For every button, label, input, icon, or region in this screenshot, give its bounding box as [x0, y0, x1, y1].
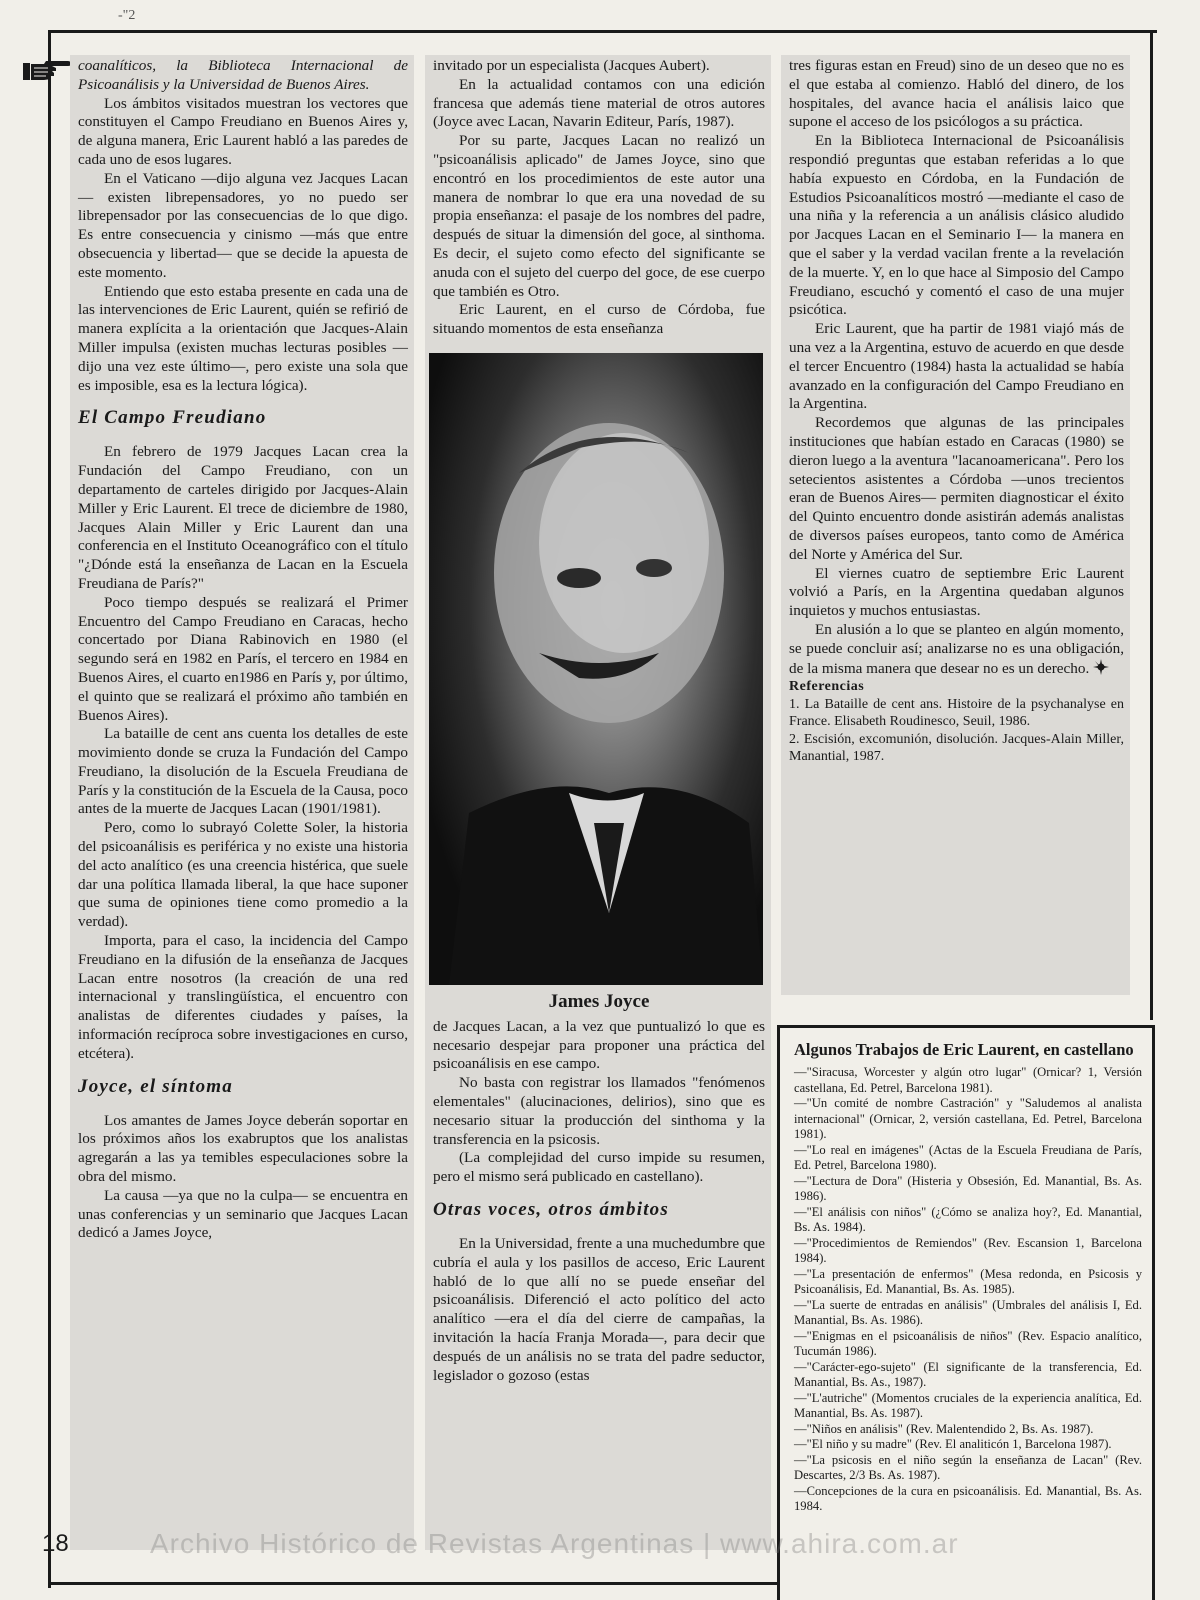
col3-paragraph-3: Eric Laurent, que ha partir de 1981 viajó más de una vez a la Argentina, estuvo de acuerdo en que desde el tercer Encuentro (1984) hasta la actualidad se había avanzado en la configuración del Campo Freudiano en la Argentina.	[789, 320, 1124, 413]
page-mark: -"2	[118, 8, 136, 23]
section-heading-otras-voces: Otras voces, otros ámbitos	[433, 1198, 669, 1220]
col1-paragraph-4: Entiendo que esto estaba presente en cada una de las intervenciones de Eric Laurent, quién se refirió de manera explícita a la orientación que Jacques-Alain Miller impulsa (existen muchas lecturas posibles —dijo una vez este último—, pero existe una sola que es imposible, esa es la lectura lógica).	[78, 282, 408, 394]
references	[789, 678, 1124, 766]
col2-paragraph-5: de Jacques Lacan, a la vez que puntualizó lo que es necesario despejar para proponer una práctica del psicoanálisis en ese campo.	[433, 1017, 765, 1073]
col1-paragraph-1: coanalíticos, la Biblioteca Internacional de Psicoanálisis y la Universidad de Buenos Aires.	[78, 57, 408, 93]
col2-paragraph-8: En la Universidad, frente a una muchedumbre que cubría el aula y los pasillos de acceso, Eric Laurent habló de lo que allí no se puede enseñar del psicoanálisis. Diferenció el acto político del acto analítico —era el día del cierre de campañas, la invitación la hacía Franja Morada—, para decir que después de un análisis no se trata del padre seductor, legislador o gozoso (estas	[433, 1234, 765, 1384]
works-list-item: —"El niño y su madre" (Rev. El analiticón 1, Barcelona 1987).	[794, 1437, 1112, 1451]
works-list-item: —"Lo real en imágenes" (Actas de la Escuela Freudiana de París, Ed. Petrel, Barcelona 1980).	[794, 1142, 1142, 1172]
col3-paragraph-4: Recordemos que algunas de las principales instituciones que habían estado en Caracas (1980) se dieron luego a la aventura "lacanoamericana". Pero los setecientos asistentes a Córdoba —unos trecientos eran de Buenos Aires— permiten diagnosticar el éxito del Quinto encuentro donde asistirán además analistas de diversos países europeos, tanto como de América del Norte y América del Sur.	[789, 414, 1124, 563]
col2-paragraph-7: (La complejidad del curso impide su resumen, pero el mismo será publicado en castellano).	[433, 1149, 765, 1186]
works-list-item: —"La suerte de entradas en análisis" (Umbrales del análisis I, Ed. Manantial, Bs. As. 1986).	[794, 1297, 1142, 1327]
col1-paragraph-3: En el Vaticano —dijo alguna vez Jacques Lacan— existen librepensadores, yo no puedo ser librepensador por las consecuencias de lo que digo. Es entre consecuencia y cinismo —más que entre obsecuencia y libertad— que se decide la apuesta de este momento.	[78, 169, 408, 281]
frame-bottom-rule	[48, 1582, 778, 1585]
works-list-item: —"Niños en análisis" (Rev. Malentendido 2, Bs. As. 1987).	[794, 1421, 1094, 1436]
works-sidebar-box	[777, 1025, 1155, 1600]
pointing-hand-icon	[22, 58, 72, 84]
col3-paragraph-5: El viernes cuatro de septiembre Eric Laurent volvió a París, en la Argentina quedaban algunos inquietos y muchos entusiastas.	[789, 564, 1124, 620]
works-list-item: —"Enigmas en el psicoanálisis de niños" (Rev. Espacio analítico, Tucumán 1986).	[794, 1328, 1142, 1358]
reference-1: 1. La Bataille de cent ans. Histoire de la psychanalyse en France. Elisabeth Roudinesco, Seuil, 1986.	[789, 696, 1124, 730]
col2-paragraph-4: Eric Laurent, en el curso de Córdoba, fue situando momentos de esta enseñanza	[433, 301, 765, 338]
works-box-title: Algunos Trabajos de Eric Laurent, en castellano	[794, 1040, 1134, 1059]
archive-watermark: Archivo Histórico de Revistas Argentinas | www.ahira.com.ar	[150, 1528, 959, 1559]
frame-right-rule	[1150, 30, 1153, 1020]
column-2	[425, 55, 771, 1550]
works-list-item: —"Siracusa, Worcester y algún otro lugar" (Ornicar? 1, Versión castellana, Ed. Petrel, Barcelona 1981).	[794, 1065, 1142, 1095]
col1-paragraph-8: Pero, como lo subrayó Colette Soler, la historia del psicoanálisis es periférica y no existe una historia del acto analítico (es una creencia histérica, que suele dar una política llamada liberal, la que hace suponer que suma de opiniones tiene como promedio a la verdad).	[78, 819, 408, 931]
page-number: 18	[42, 1530, 69, 1557]
works-list-item: —"Un comité de nombre Castración" y "Saludemos al analista internacional" (Ornicar, 2, versión castellana, Ed. Petrel, Barcelona 1981).	[794, 1096, 1142, 1141]
works-list-item: —Concepciones de la cura en psicoanálisis. Ed. Manantial, Bs. As. 1984.	[794, 1483, 1142, 1513]
col1-paragraph-7: La bataille de cent ans cuenta los detalles de este movimiento donde se cruza la Fundación del Campo Freudiano, la disolución de la Escuela Freudiana de París y la constitución de la Escuela de la Causa, poco antes de la muerte de Jacques Lacan (1901/1981).	[78, 725, 408, 818]
col3-paragraph-2: En la Biblioteca Internacional de Psicoanálisis respondió preguntas que estaban referidas a lo que había expuesto en Córdoba, en la Fundación de Estudios Psicoanalíticos mostró —mediante el caso de una niña y la referencia a un análisis clásico aludido por Jacques Lacan en el Seminario I— la manera en que el saber y la verdad vacilan frente a la revelación de la muerte. Y, en lo que hace al Simposio del Campo Freudiano, escuchó y comentó el caso de una mujer psicótica.	[789, 132, 1124, 319]
works-list-item: —"La presentación de enfermos" (Mesa redonda, en Psicosis y Psicoanálisis, Ed. Manantial, Bs. As. 1985).	[794, 1266, 1142, 1296]
james-joyce-photo	[429, 353, 763, 985]
works-list-item: —"Procedimientos de Remiendos" (Rev. Escansion 1, Barcelona 1984).	[794, 1235, 1142, 1265]
col2-paragraph-2: En la actualidad contamos con una edición francesa que además tiene material de otros autores (Joyce avec Lacan, Navarin Editeur, París, 1987).	[433, 75, 765, 131]
col1-paragraph-6: Poco tiempo después se realizará el Primer Encuentro del Campo Freudiano en Caracas, hecho concertado por Diana Rabinovich en 1980 (el segundo será en 1982 en París, el tercero en 1984 en Buenos Aires, el cuarto en1986 en París y, por último, el quinto que se realizará el próximo año también en Buenos Aires).	[78, 593, 408, 724]
col1-paragraph-9: Importa, para el caso, la incidencia del Campo Freudiano en la difusión de la enseñanza de Jacques Lacan entre nosotros (la creación de una red internacional y translingüística, el encuentro con analistas de diferentes ciudades y países, la información recíproca sobre investigaciones en curso, etcétera).	[78, 932, 408, 1062]
col3-paragraph-1: tres figuras estan en Freud) sino de un deseo que no es el que estaba al comienzo. Habló del dinero, de los hospitales, del avance hacia el análisis laico que supone el acceso de los psicólogos a su práctica.	[789, 57, 1124, 131]
col2-paragraph-6: No basta con registrar los llamados "fenómenos elementales" (alucinaciones, delirios), sino que es necesario situar la producción del sinthoma y la transferencia en la psicosis.	[433, 1074, 765, 1148]
col2-paragraph-1: invitado por un especialista (Jacques Aubert).	[433, 57, 710, 74]
col2-paragraph-3: Por su parte, Jacques Lacan no realizó un "psicoanálisis aplicado" de James Joyce, sino que encontró en los procedimientos de este autor una manera de nombrar lo que era una novedad de su propia enseñanza: el pasaje de los nombres del padre, después de situar la dimensión del goce, al sinthoma. Es decir, el sujeto como efecto del significante se anuda con el sujeto del cuerpo del goce, de ese cuerpo que también es Otro.	[433, 132, 765, 300]
col1-paragraph-10: Los amantes de James Joyce deberán soportar en los próximos años los exabruptos que los analistas agregarán a las ya temibles especulaciones sobre la obra del mismo.	[78, 1111, 408, 1186]
column-3	[781, 55, 1130, 995]
col1-paragraph-11: La causa —ya que no la culpa— se encuentra en unas conferencias y un seminario que Jacques Lacan dedicó a James Joyce,	[78, 1186, 408, 1242]
column-1	[70, 55, 414, 1550]
works-list-item: —"Carácter-ego-sujeto" (El significante de la transferencia, Ed. Manantial, Bs. As., 1987).	[794, 1359, 1142, 1389]
works-list-item: —"La psicosis en el niño según la enseñanza de Lacan" (Rev. Descartes, 2/3 Bs. As. 1987).	[794, 1452, 1142, 1482]
works-list-item: —"L'autriche" (Momentos cruciales de la experiencia analítica, Ed. Manantial, Bs. As. 1987).	[794, 1390, 1142, 1420]
section-heading-campo-freudiano: El Campo Freudiano	[78, 407, 267, 429]
references-title: Referencias	[789, 679, 865, 695]
works-list-item: —"Lectura de Dora" (Histeria y Obsesión, Ed. Manantial, Bs. As. 1986).	[794, 1173, 1142, 1203]
works-list-item: —"El análisis con niños" (¿Cómo se analiza hoy?, Ed. Manantial, Bs. As. 1984).	[794, 1204, 1142, 1234]
section-heading-joyce-sintoma: Joyce, el síntoma	[78, 1075, 233, 1097]
col1-paragraph-2: Los ámbitos visitados muestran los vectores que constituyen el Campo Freudiano en Buenos Aires y, de alguna manera, Eric Laurent habló a las paredes de cada uno de esos lugares.	[78, 94, 408, 168]
end-mark-icon	[1093, 659, 1109, 675]
col3-paragraph-6: En alusión a lo que se planteo en algún momento, se puede concluir así; analizarse no es una obligación, de la misma manera que desear no es un derecho.	[789, 620, 1124, 677]
photo-caption: James Joyce	[548, 990, 650, 1012]
col1-paragraph-5: En febrero de 1979 Jacques Lacan crea la Fundación del Campo Freudiano, con un departamento de carteles dirigido por Jacques-Alain Miller y Eric Laurent. El trece de diciembre de 1980, Jacques Alain Miller y Eric Laurent dan una conferencia en el Instituto Oceanográfico con el título "¿Dónde está la enseñanza de Lacan en la Escuela Freudiana de París?"	[78, 443, 408, 592]
reference-2: 2. Escisión, excomunión, disolución. Jacques-Alain Miller, Manantial, 1987.	[789, 731, 1124, 765]
